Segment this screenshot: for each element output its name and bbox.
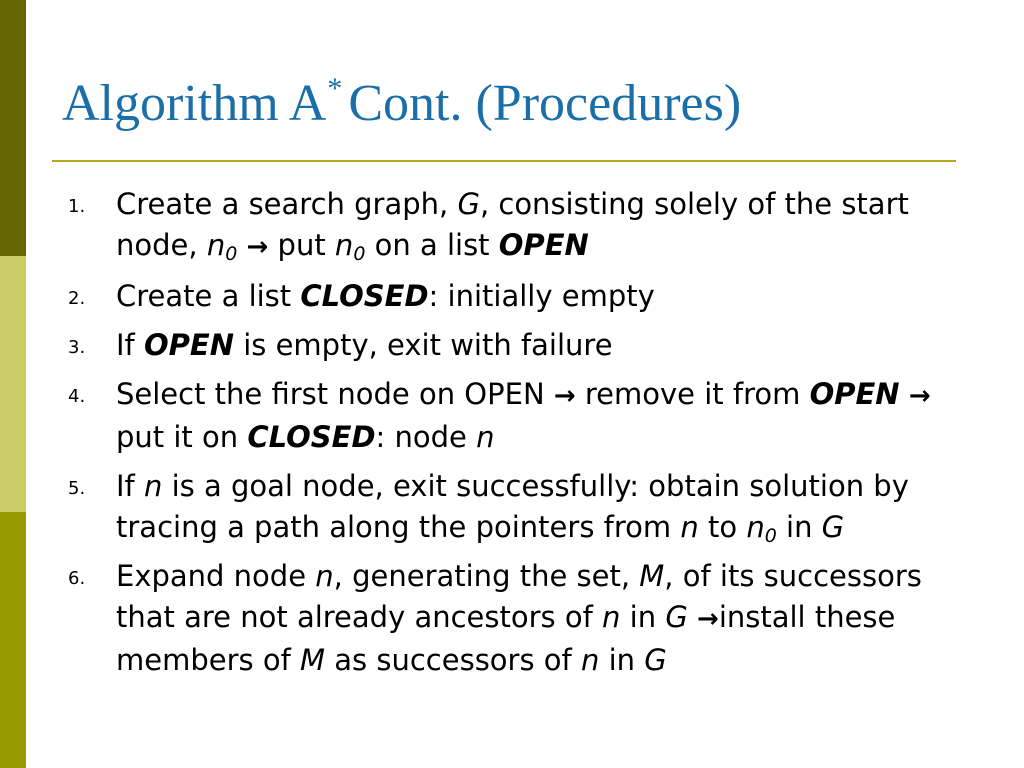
- text: Create a list: [116, 279, 301, 313]
- item-number: 4.: [68, 386, 86, 407]
- var-G: G: [821, 510, 845, 544]
- list-item: [60, 184, 965, 268]
- item-number: 6.: [68, 568, 86, 589]
- text: Select the first node on OPEN: [116, 377, 554, 411]
- title-rest: Cont. (Procedures): [348, 75, 742, 132]
- keyword-closed: CLOSED: [247, 420, 376, 454]
- text: in: [599, 643, 645, 677]
- title-underline: [52, 160, 956, 162]
- text: If: [116, 328, 144, 362]
- text: on a list: [365, 228, 499, 262]
- var-n: n: [334, 228, 354, 262]
- list-item: [60, 556, 965, 681]
- arrow-right-icon: →: [246, 232, 269, 262]
- subscript: 0: [353, 243, 366, 265]
- item-number: 5.: [68, 478, 86, 499]
- var-M: M: [300, 643, 326, 677]
- keyword-open: OPEN: [809, 377, 900, 411]
- item-number: 3.: [68, 337, 86, 358]
- keyword-open: OPEN: [143, 328, 234, 362]
- text: to: [698, 510, 747, 544]
- decor-bar-bottom: [0, 512, 26, 768]
- var-n: n: [206, 228, 226, 262]
- arrow-right-icon: →: [697, 604, 719, 634]
- text: install these members of: [116, 600, 896, 677]
- keyword-open: OPEN: [498, 228, 589, 262]
- text: , of its successors that are not already ancestors of: [116, 559, 922, 634]
- text: , consisting solely of the start node,: [116, 187, 909, 262]
- subscript: 0: [225, 243, 238, 265]
- var-n: n: [315, 559, 334, 593]
- procedure-list: [60, 184, 965, 689]
- title-superscript: *: [327, 72, 343, 105]
- decor-bar-top: [0, 0, 26, 256]
- text: is empty, exit with failure: [233, 328, 613, 362]
- item-number: 1.: [68, 196, 86, 217]
- text: : node: [375, 420, 477, 454]
- var-n: n: [143, 469, 163, 503]
- var-G: G: [665, 600, 688, 634]
- var-n: n: [680, 510, 699, 544]
- text: , generating the set,: [333, 559, 640, 593]
- text: put: [268, 228, 335, 262]
- title-main: Algorithm A: [62, 75, 327, 132]
- var-n: n: [746, 510, 765, 544]
- list-item: [60, 325, 965, 366]
- var-M: M: [639, 559, 665, 593]
- subscript: 0: [764, 525, 777, 547]
- text: in: [776, 510, 822, 544]
- arrow-right-icon: →: [553, 381, 576, 411]
- list-item: [60, 374, 965, 458]
- var-G: G: [457, 187, 480, 221]
- var-n: n: [476, 420, 495, 454]
- decor-bar-middle: [0, 256, 26, 512]
- text: in: [620, 600, 666, 634]
- var-G: G: [644, 643, 667, 677]
- item-number: 2.: [68, 288, 86, 309]
- text: as successors of: [325, 643, 581, 677]
- list-item: [60, 466, 965, 548]
- var-n: n: [602, 600, 621, 634]
- text: Create a search graph,: [116, 187, 458, 221]
- keyword-closed: CLOSED: [300, 279, 429, 313]
- text: remove it from: [575, 377, 810, 411]
- text: : initially empty: [428, 279, 655, 313]
- slide-title: [62, 72, 742, 132]
- list-item: [60, 276, 965, 317]
- text: is a goal node, exit successfully: obtain solution by tracing a path along the pointers from: [116, 469, 909, 544]
- var-n: n: [580, 643, 600, 677]
- text: Expand node: [116, 559, 316, 593]
- text: If: [116, 469, 144, 503]
- arrow-right-icon: →: [908, 381, 931, 411]
- text: put it on: [116, 420, 248, 454]
